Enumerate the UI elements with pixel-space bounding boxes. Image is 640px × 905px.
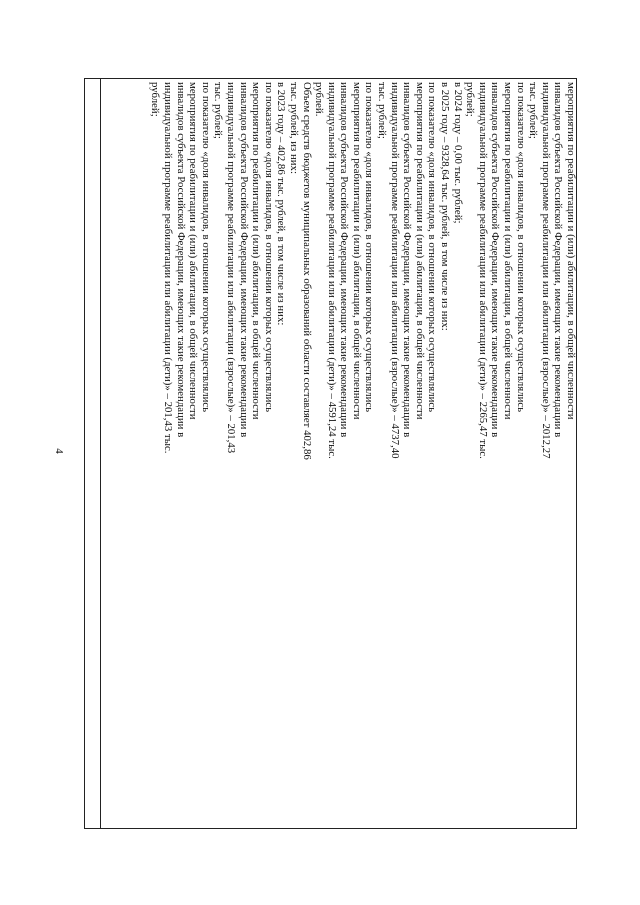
text-line: индивидуальной программе реабилитации или абилитации (взрослые)» – 4737,40 — [388, 82, 401, 459]
text-line: инвалидов субъекта Российской Федерации, имеющих такие рекомендации в — [237, 82, 250, 438]
text-line: тыс. рублей; — [376, 82, 389, 139]
text-line: в 2025 году – 9328,64 тыс. рублей, в том числе из них: — [439, 82, 452, 331]
text-line: индивидуальной программе реабилитации или абилитации (дети)» – 2265,47 тыс. — [476, 82, 489, 459]
text-line: по показателю «доля инвалидов, в отношении которых осуществлялись — [363, 82, 376, 413]
text-line: индивидуальной программе реабилитации или абилитации (взрослые)» – 201,43 — [224, 82, 237, 454]
text-line: инвалидов субъекта Российской Федерации, имеющих такие рекомендации в — [552, 82, 565, 438]
text-line: индивидуальной программе реабилитации или абилитации (взрослые)» – 2012,27 — [539, 82, 552, 459]
text-line: мероприятия по реабилитации и (или) абилитации, в общей численности — [187, 82, 200, 420]
text-line: рублей. — [313, 82, 326, 117]
text-line: тыс. рублей; — [527, 82, 540, 139]
text-line: тыс. рублей; — [212, 82, 225, 139]
text-line: в 2024 году – 0,00 тыс. рублей; — [451, 82, 464, 224]
text-line: индивидуальной программе реабилитации или абилитации (дети)» – 4591,24 тыс. — [325, 82, 338, 459]
text-line: по показателю «доля инвалидов, в отношении которых осуществлялись — [514, 82, 527, 413]
text-line: по показателю «доля инвалидов, в отношении которых осуществлялись — [426, 82, 439, 413]
text-line: мероприятия по реабилитации и (или) абилитации, в общей численности — [502, 82, 515, 420]
text-line: мероприятия по реабилитации и (или) абилитации, в общей численности — [565, 82, 577, 420]
text-line: в 2023 году – 402,86 тыс. рублей, в том числе из них: — [275, 82, 288, 326]
table-cell-text — [103, 78, 577, 829]
text-line: мероприятия по реабилитации и (или) абилитации, в общей численности — [413, 82, 426, 420]
text-line: рублей; — [149, 82, 162, 117]
text-line: по показателю «доля инвалидов, в отношении которых осуществлялись — [262, 82, 275, 413]
text-line: инвалидов субъекта Российской Федерации, имеющих такие рекомендации в — [338, 82, 351, 438]
table-column-divider — [100, 78, 101, 829]
text-line: Объем средств бюджетов муниципальных образований области составляет 402,86 — [300, 82, 313, 460]
text-line: инвалидов субъекта Российской Федерации, имеющих такие рекомендации в — [489, 82, 502, 438]
text-line: мероприятия по реабилитации и (или) абилитации, в общей численности — [250, 82, 263, 420]
text-line: по показателю «доля инвалидов, в отношении которых осуществлялись — [199, 82, 212, 413]
text-line: мероприятия по реабилитации и (или) абилитации, в общей численности — [350, 82, 363, 420]
text-line: инвалидов субъекта Российской Федерации, имеющих такие рекомендации в — [401, 82, 414, 438]
text-line: индивидуальной программе реабилитации или абилитации (дети)» – 201,43 тыс. — [162, 82, 174, 454]
text-line: рублей; — [464, 82, 477, 117]
text-line: тыс. рублей, из них: — [287, 82, 300, 174]
text-line: инвалидов субъекта Российской Федерации, имеющих такие рекомендации в — [174, 82, 187, 438]
page-number: 4 — [52, 448, 65, 454]
